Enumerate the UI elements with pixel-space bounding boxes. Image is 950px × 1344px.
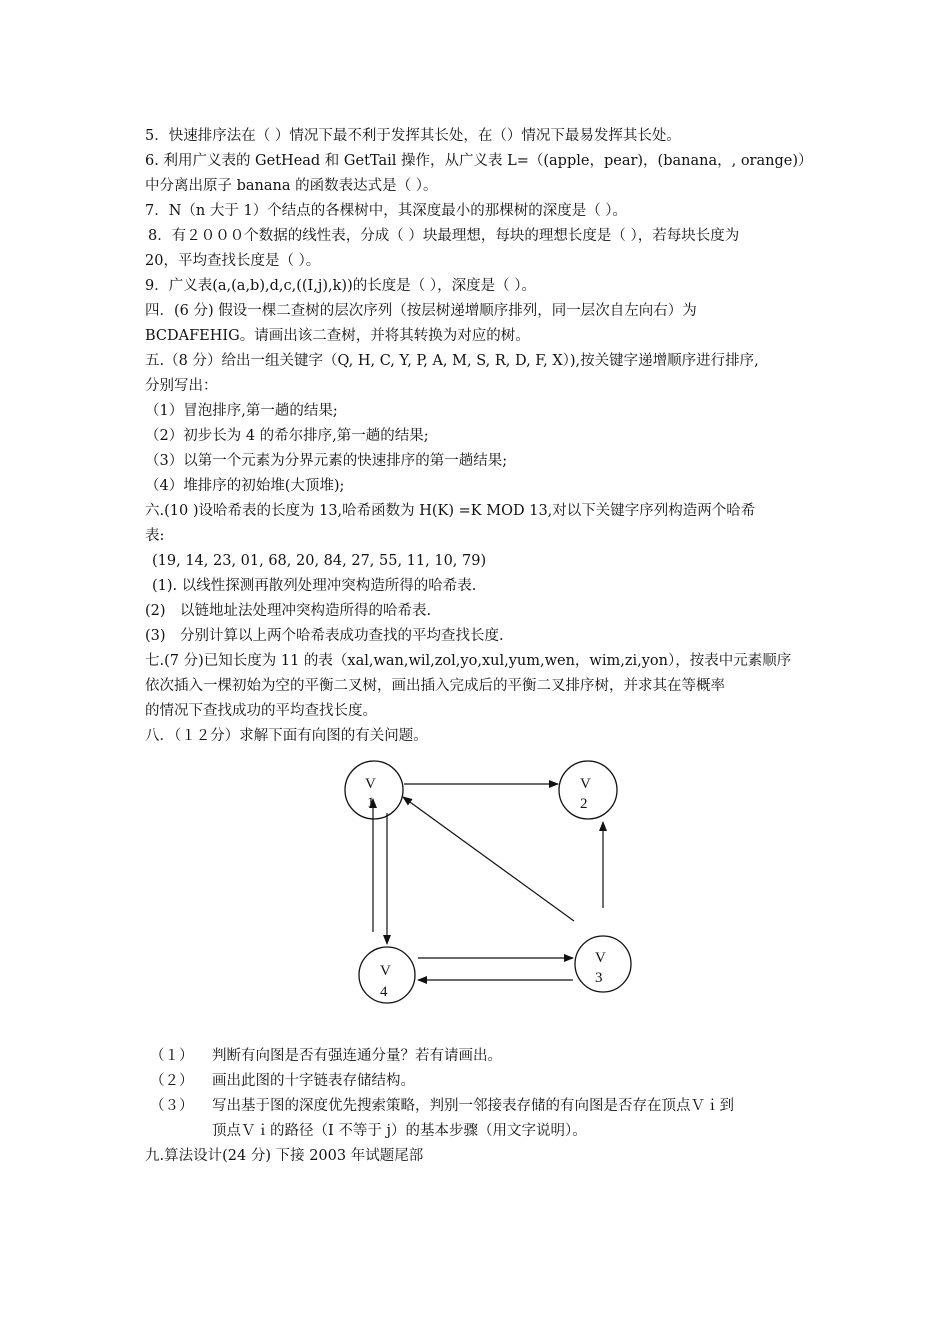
- sub-3-number: （３）: [150, 1098, 194, 1114]
- section-5: 五.（8 分）给出一组关键字（Q, H, C, Y, P, A, M, S, R, D, F, X）),按关键字递增顺序进行排序,: [145, 353, 759, 369]
- question-6-cont: 中分离出原子 banana 的函数表达式是（ ）。: [145, 178, 438, 194]
- node-v4: [359, 947, 415, 1003]
- section-7-cont-1: 依次插入一棵初始为空的平衡二叉树，画出插入完成后的平衡二叉排序树，并求其在等概率: [145, 678, 725, 694]
- section-4-cont: BCDAFEHIG。请画出该二查树，并将其转换为对应的树。: [145, 328, 530, 344]
- node-v1: [345, 761, 403, 819]
- section-5-item-3: （3）以第一个元素为分界元素的快速排序的第一趟结果;: [145, 453, 508, 469]
- section-5-item-4: （4）堆排序的初始堆(大顶堆);: [145, 478, 345, 494]
- node-v4-letter: V: [380, 963, 391, 979]
- section-4: 四．(6 分) 假设一棵二查树的层次序列（按层树递增顺序排列，同一层次自左向右）为: [145, 303, 697, 319]
- section-6-item-2: (2) 以链地址法处理冲突构造所得的哈希表.: [145, 603, 432, 619]
- section-7-cont-2: 的情况下查找成功的平均查找长度。: [145, 703, 377, 719]
- sub-2-text: 画出此图的十字链表存储结构。: [212, 1073, 415, 1089]
- node-v1-index: 1: [367, 795, 375, 811]
- section-9: 九.算法设计(24 分) 下接 2003 年试题尾部: [145, 1148, 424, 1164]
- node-v2: [559, 761, 617, 819]
- section-6: 六.(10 )设哈希表的长度为 13,哈希函数为 H(K) =K MOD 13,对以下关键字序列构造两个哈希: [145, 503, 756, 519]
- question-6: 6. 利用广义表的 GetHead 和 GetTail 操作，从广义表 L=（(apple，pear)，(banana，, orange)）: [145, 153, 813, 169]
- node-v3-index: 3: [595, 970, 603, 986]
- section-5-item-1: （1）冒泡排序,第一趟的结果;: [145, 403, 338, 419]
- node-v2-index: 2: [580, 796, 588, 812]
- sub-3-continuation: 顶点Ｖｉ的路径（I 不等于 j）的基本步骤（用文字说明）。: [212, 1123, 587, 1139]
- section-6-item-3: (3) 分别计算以上两个哈希表成功查找的平均查找长度.: [145, 628, 504, 644]
- section-6-cont: 表:: [145, 528, 165, 544]
- key-sequence: (19, 14, 23, 01, 68, 20, 84, 27, 55, 11, 10, 79): [152, 553, 487, 569]
- node-v2-letter: V: [580, 776, 591, 792]
- edge-v3-v1: [403, 797, 574, 921]
- node-v3-letter: V: [595, 950, 606, 966]
- node-v4-index: 4: [380, 984, 388, 1000]
- question-9: 9．广义表(a,(a,b),d,c,((I,j),k))的长度是（ ），深度是（ ）。: [145, 278, 536, 294]
- section-6-item-1: (1). 以线性探测再散列处理冲突构造所得的哈希表.: [152, 578, 477, 594]
- sub-2-number: （２）: [150, 1073, 194, 1089]
- sub-3-text: 写出基于图的深度优先搜索策略，判别一邻接表存储的有向图是否存在顶点Ｖｉ到: [212, 1098, 734, 1114]
- section-5-cont: 分别写出：: [145, 378, 218, 394]
- sub-1-text: 判断有向图是否有强连通分量？若有请画出。: [212, 1048, 502, 1064]
- section-7: 七.(7 分)已知长度为 11 的表（xal,wan,wil,zol,yo,xul,yum,wen，wim,zi,yon），按表中元素顺序: [145, 653, 792, 669]
- section-8: 八．（１２分）求解下面有向图的有关问题。: [145, 728, 428, 744]
- section-5-item-2: （2）初步长为 4 的希尔排序,第一趟的结果;: [145, 428, 429, 444]
- sub-1-number: （１）: [150, 1048, 194, 1064]
- question-8: 8．有２０００个数据的线性表，分成（ ）块最理想，每块的理想长度是（ ），若每块长度为: [148, 228, 740, 244]
- directed-graph: [330, 752, 640, 1020]
- question-5: 5．快速排序法在（ ）情况下最不利于发挥其长处，在（）情况下最易发挥其长处。: [145, 128, 681, 144]
- question-7: 7．N（n 大于 1）个结点的各棵树中，其深度最小的那棵树的深度是（ ）。: [145, 203, 628, 219]
- node-v3: [575, 936, 631, 992]
- node-v1-letter: V: [365, 776, 376, 792]
- question-8-cont: 20，平均查找长度是（ ）。: [145, 253, 321, 269]
